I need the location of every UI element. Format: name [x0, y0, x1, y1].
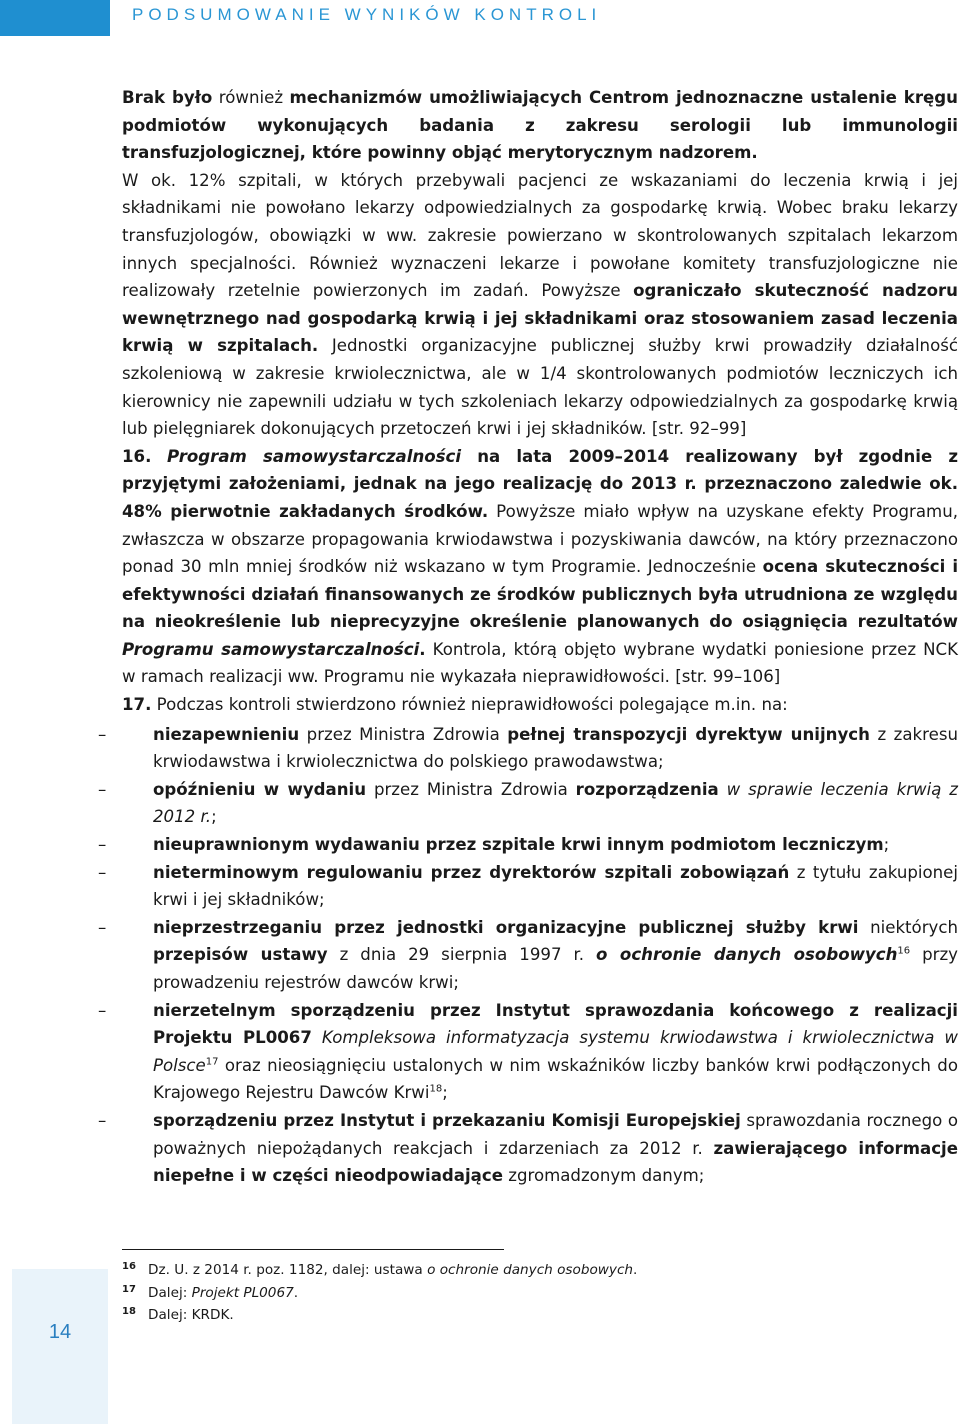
- report-body: [98, 84, 959, 1190]
- footnote-separator: [122, 1249, 504, 1250]
- list-item: – nieterminowym regulowaniu przez dyrektorów szpitali zobowiązań z tytułu zakupionej krwi i jej składników;: [98, 862, 958, 910]
- list-item: – nieuprawnionym wydawaniu przez szpitale krwi innym podmiotom leczniczym;: [98, 835, 890, 855]
- paragraph-mechanisms: Brak było również mechanizmów umożliwiających Centrom jednoznaczne ustalenie kręgu podmiotów wykonujących badania z zakresu serologii lub immunologii transfuzjologicznej, które powinny objąć merytorycznym nadzorem.: [122, 88, 958, 163]
- paragraph-number: 17.: [122, 695, 152, 715]
- list-item: – opóźnieniu w wydaniu przez Ministra Zdrowia rozporządzenia w sprawie leczenia krwią z 2012 r.;: [98, 779, 958, 827]
- header-color-block: [0, 0, 110, 36]
- footnotes: [122, 1259, 637, 1327]
- footnote: 18 Dalej: KRDK.: [122, 1306, 234, 1324]
- paragraph-number: 16.: [122, 446, 152, 466]
- footnote-ref: 16: [897, 945, 911, 957]
- running-header-title: PODSUMOWANIE WYNIKÓW KONTROLI: [132, 5, 602, 24]
- footnote: 16 Dz. U. z 2014 r. poz. 1182, dalej: ustawa o ochronie danych osobowych.: [122, 1261, 638, 1278]
- footnote-ref: 17: [205, 1056, 219, 1068]
- paragraph-17: 17. Podczas kontroli stwierdzono również nieprawidłowości polegające m.in. na:: [122, 695, 788, 715]
- irregularities-list: [98, 721, 959, 1190]
- footnote: 17 Dalej: Projekt PL0067.: [122, 1283, 299, 1301]
- page-number-box: [12, 1269, 108, 1424]
- list-item: – nierzetelnym sporządzeniu przez Instytut sprawozdania końcowego z realizacji Projektu PL0067 Kompleksowa informatyzacja systemu krwiodawstwa i krwiolecznictwa w Polsce$^{17}$ oraz nieosiągnięciu ustalonych w nim wskaźników liczby banków krwi podłączonych do Krajowego Rejestru Dawców Krwi$^{18}$;: [98, 1000, 958, 1103]
- list-item: – nieprzestrzeganiu przez jednostki organizacyjne publicznej służby krwi niektórych przepisów ustawy z dnia 29 sierpnia 1997 r. o ochronie danych osobowych$^{16}$ przy prowadzeniu rejestrów dawców krwi;: [98, 917, 959, 992]
- page-number: 14: [48, 1321, 72, 1343]
- list-item: – niezapewnieniu przez Ministra Zdrowia pełnej transpozycji dyrektyw unijnych z zakresu krwiodawstwa i krwiolecznictwa do polskiego prawodawstwa;: [98, 724, 958, 772]
- paragraph-hospitals: W ok. 12% szpitali, w których przebywali pacjenci ze wskazaniami do leczenia krwią i jej składnikami nie powołano lekarzy odpowiedzialnych za gospodarkę krwią. Wobec braku lekarzy transfuzjologów, obowiązki w ww. zakresie powierzano w skontrolowanych szpitalach lekarzom innych specjalności. Również wyznaczeni lekarze i powołane komitety transfuzjologiczne nie realizowały rzetelnie powierzonych im zadań. Powyższe ograniczało skuteczność nadzoru wewnętrznego nad gospodarką krwią i jej składnikami oraz stosowaniem zasad leczenia krwią w szpitalach. Jednostki organizacyjne publicznej służby krwi prowadziły działalność szkoleniową w zakresie krwiolecznictwa, ale w 1/4 skontrolowanych podmiotów leczniczych ich kierownicy nie zapewnili udziału w tych szkoleniach lekarzy odpowiedzialnych za gospodarkę krwią lub pielęgniarek dokonujących przetoczeń krwi i jej składników. [str. 92–99]: [122, 170, 958, 439]
- footnote-ref: 18: [429, 1083, 443, 1095]
- list-item: – sporządzeniu przez Instytut i przekazaniu Komisji Europejskiej sprawozdania rocznego o poważnych niepożądanych reakcjach i zdarzeniach za 2012 r. zawierającego informacje niepełne i w części nieodpowiadające zgromadzonym danym;: [98, 1110, 958, 1186]
- paragraph-16: 16. Program samowystarczalności na lata 2009–2014 realizowany był zgodnie z przyjętymi założeniami, jednak na jego realizację do 2013 r. przeznaczono zaledwie ok. 48% pierwotnie zakładanych środków. Powyższe miało wpływ na uzyskane efekty Programu, zwłaszcza w obszarze propagowania krwiodawstwa i pozyskiwania dawców, na który przeznaczono ponad 30 mln mniej środków niż wskazano w tym Programie. Jednocześnie ocena skuteczności i efektywności działań finansowanych ze środków publicznych była utrudniona ze względu na nieokreślenie lub nieprecyzyjne określenie planowanych do osiągnięcia rezultatów Programu samowystarczalności. Kontrola, którą objęto wybrane wydatki poniesione przez NCK w ramach realizacji ww. Programu nie wykazała nieprawidłowości. [str. 99–106]: [122, 446, 959, 687]
